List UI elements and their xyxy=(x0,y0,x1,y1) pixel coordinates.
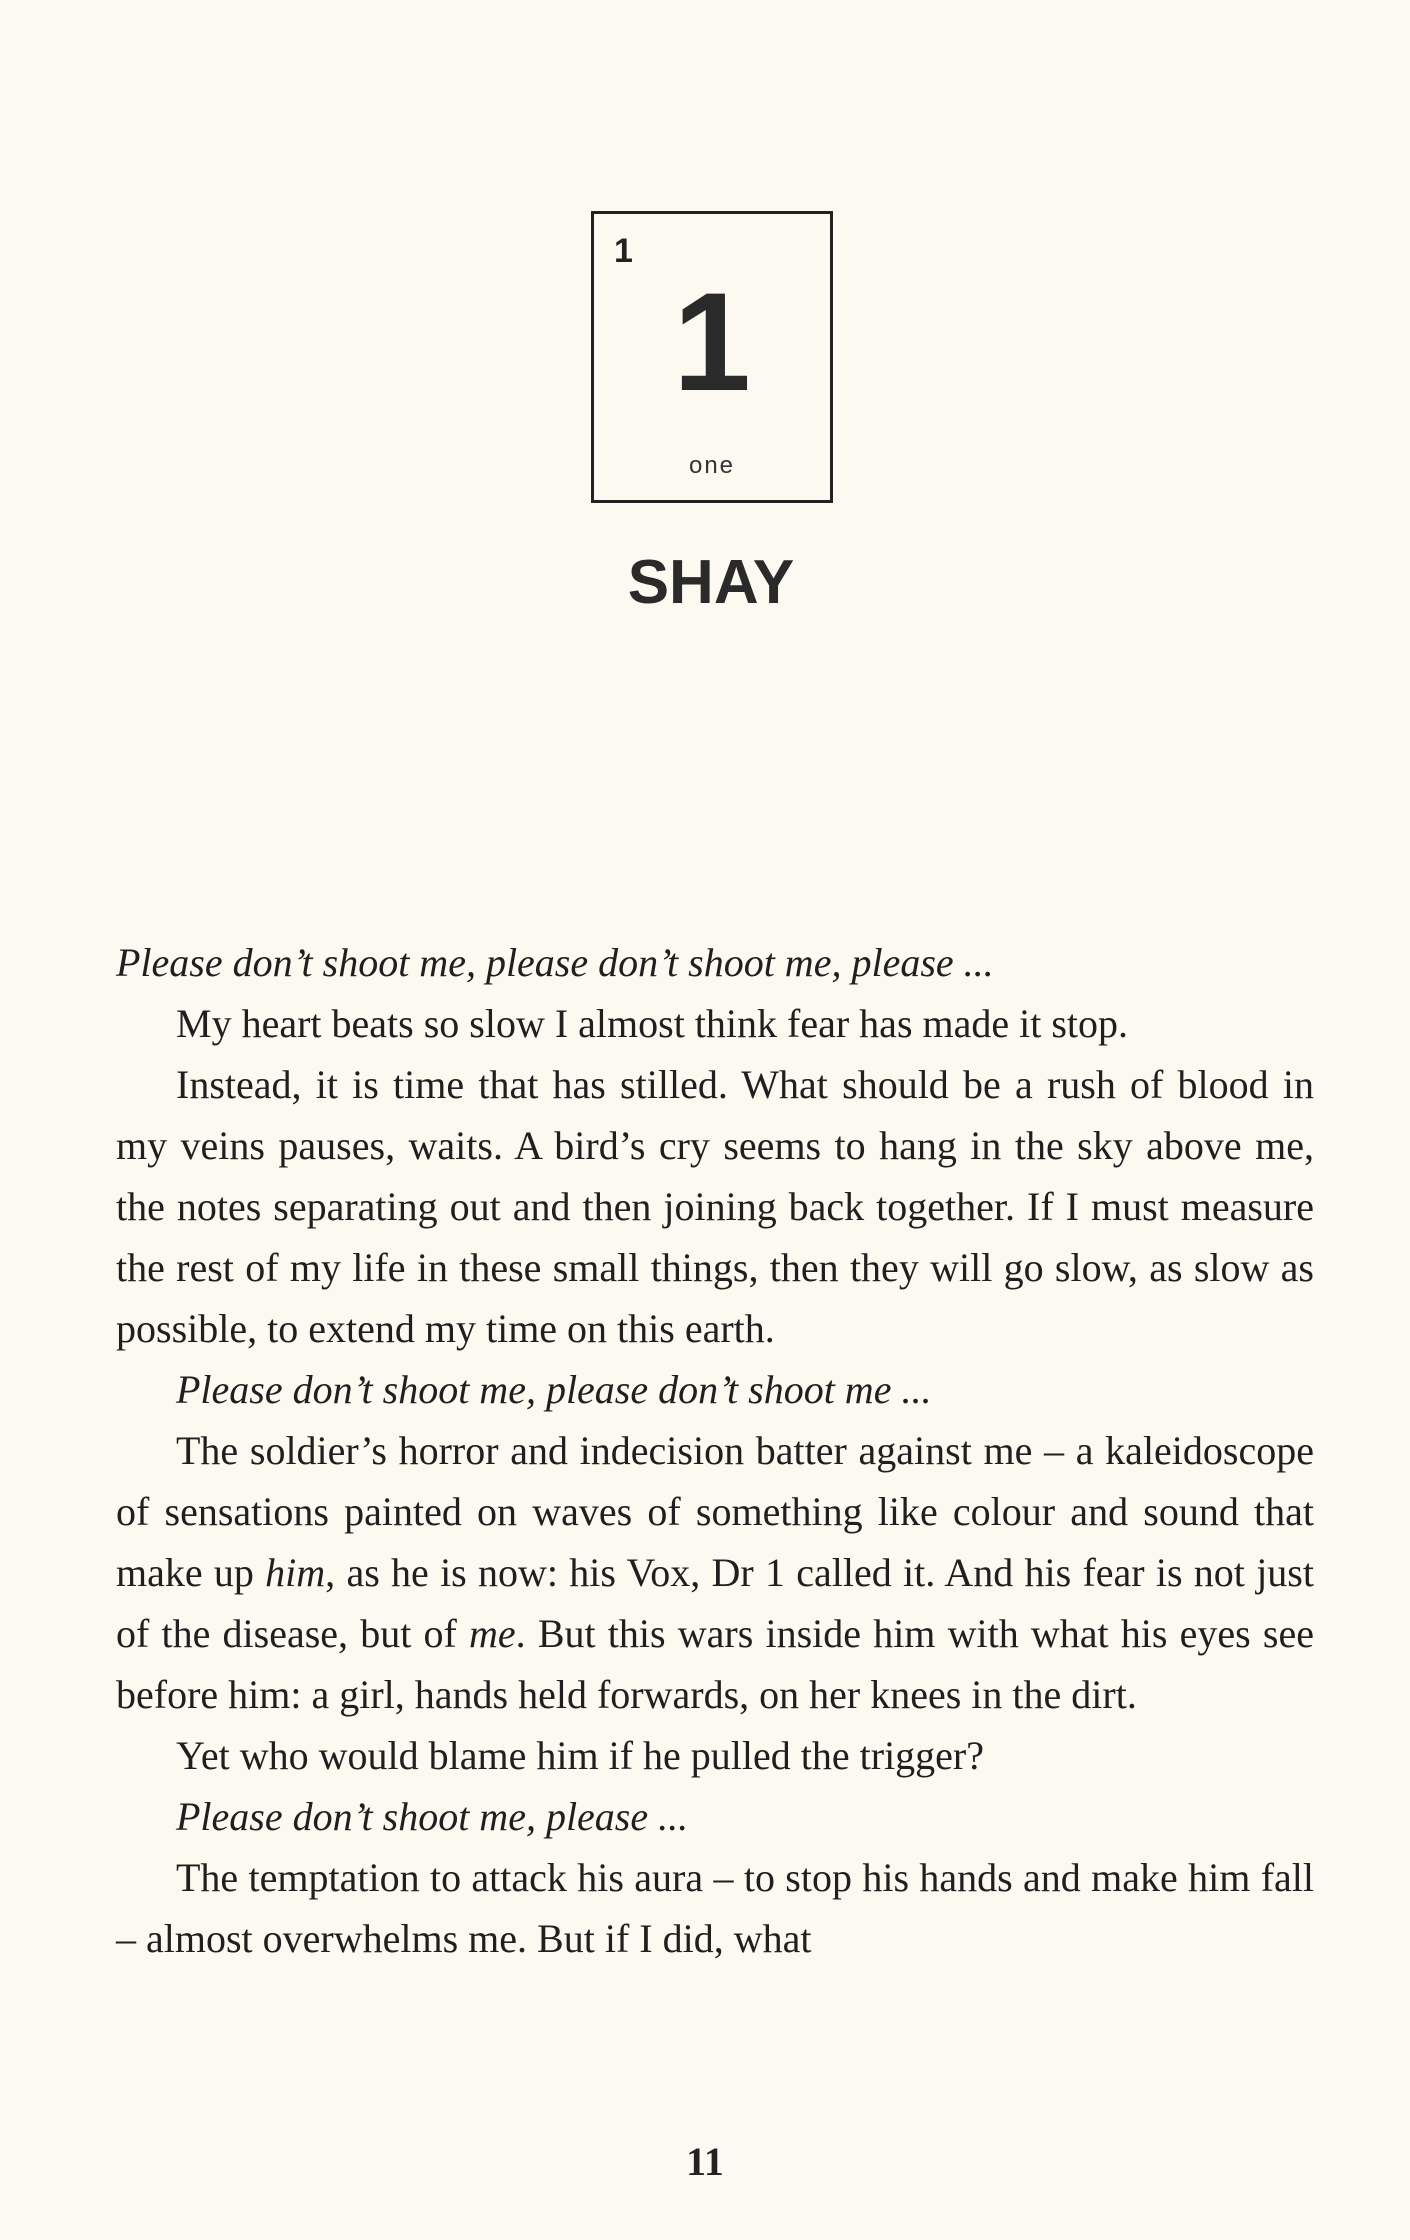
text-run: , as he is now: his Vox, Dr 1 called it. And his fear is not just of the disease, but of xyxy=(116,1550,1314,1656)
paragraph: Instead, it is time that has stilled. What should be a rush of blood in my veins pauses, waits. A bird’s cry seems to hang in the sky above me, the notes separating out and then joining back together. If I must measure the rest of my life in these small things, then they will go slow, as slow as possible, to extend my time on this earth. xyxy=(116,1062,1314,1351)
chapter-number-box xyxy=(591,211,833,503)
paragraph: My heart beats so slow I almost think fear has made it stop. xyxy=(176,1001,1129,1046)
paragraph: Please don’t shoot me, please ... xyxy=(176,1794,689,1839)
paragraph: Please don’t shoot me, please don’t shoot me ... xyxy=(176,1367,932,1412)
emphasis: him xyxy=(265,1550,326,1595)
paragraph: The temptation to attack his aura – to stop his hands and make him fall – almost overwhelms me. But if I did, what xyxy=(116,1855,1314,1961)
chapter-title: SHAY xyxy=(627,548,795,617)
chapter-number-word: one xyxy=(688,452,736,479)
paragraph: Yet who would blame him if he pulled the trigger? xyxy=(176,1733,985,1778)
text-run: . But this wars inside him with what his eyes see before him: a girl, hands held forwards, on her knees in the dirt. xyxy=(116,1611,1314,1717)
paragraph: Please don’t shoot me, please don’t shoot me, please ... xyxy=(116,940,994,985)
paragraph xyxy=(116,1420,1314,1725)
chapter-small-number: 1 xyxy=(614,232,633,270)
body-text xyxy=(116,932,1314,1969)
emphasis: me xyxy=(469,1611,516,1656)
chapter-big-number: 1 xyxy=(673,263,751,420)
text-run: The soldier’s horror and indecision batter against me – a kaleidoscope of sensations painted on waves of something like colour and sound that make up xyxy=(116,1428,1314,1595)
page-number: 11 xyxy=(686,2139,724,2184)
